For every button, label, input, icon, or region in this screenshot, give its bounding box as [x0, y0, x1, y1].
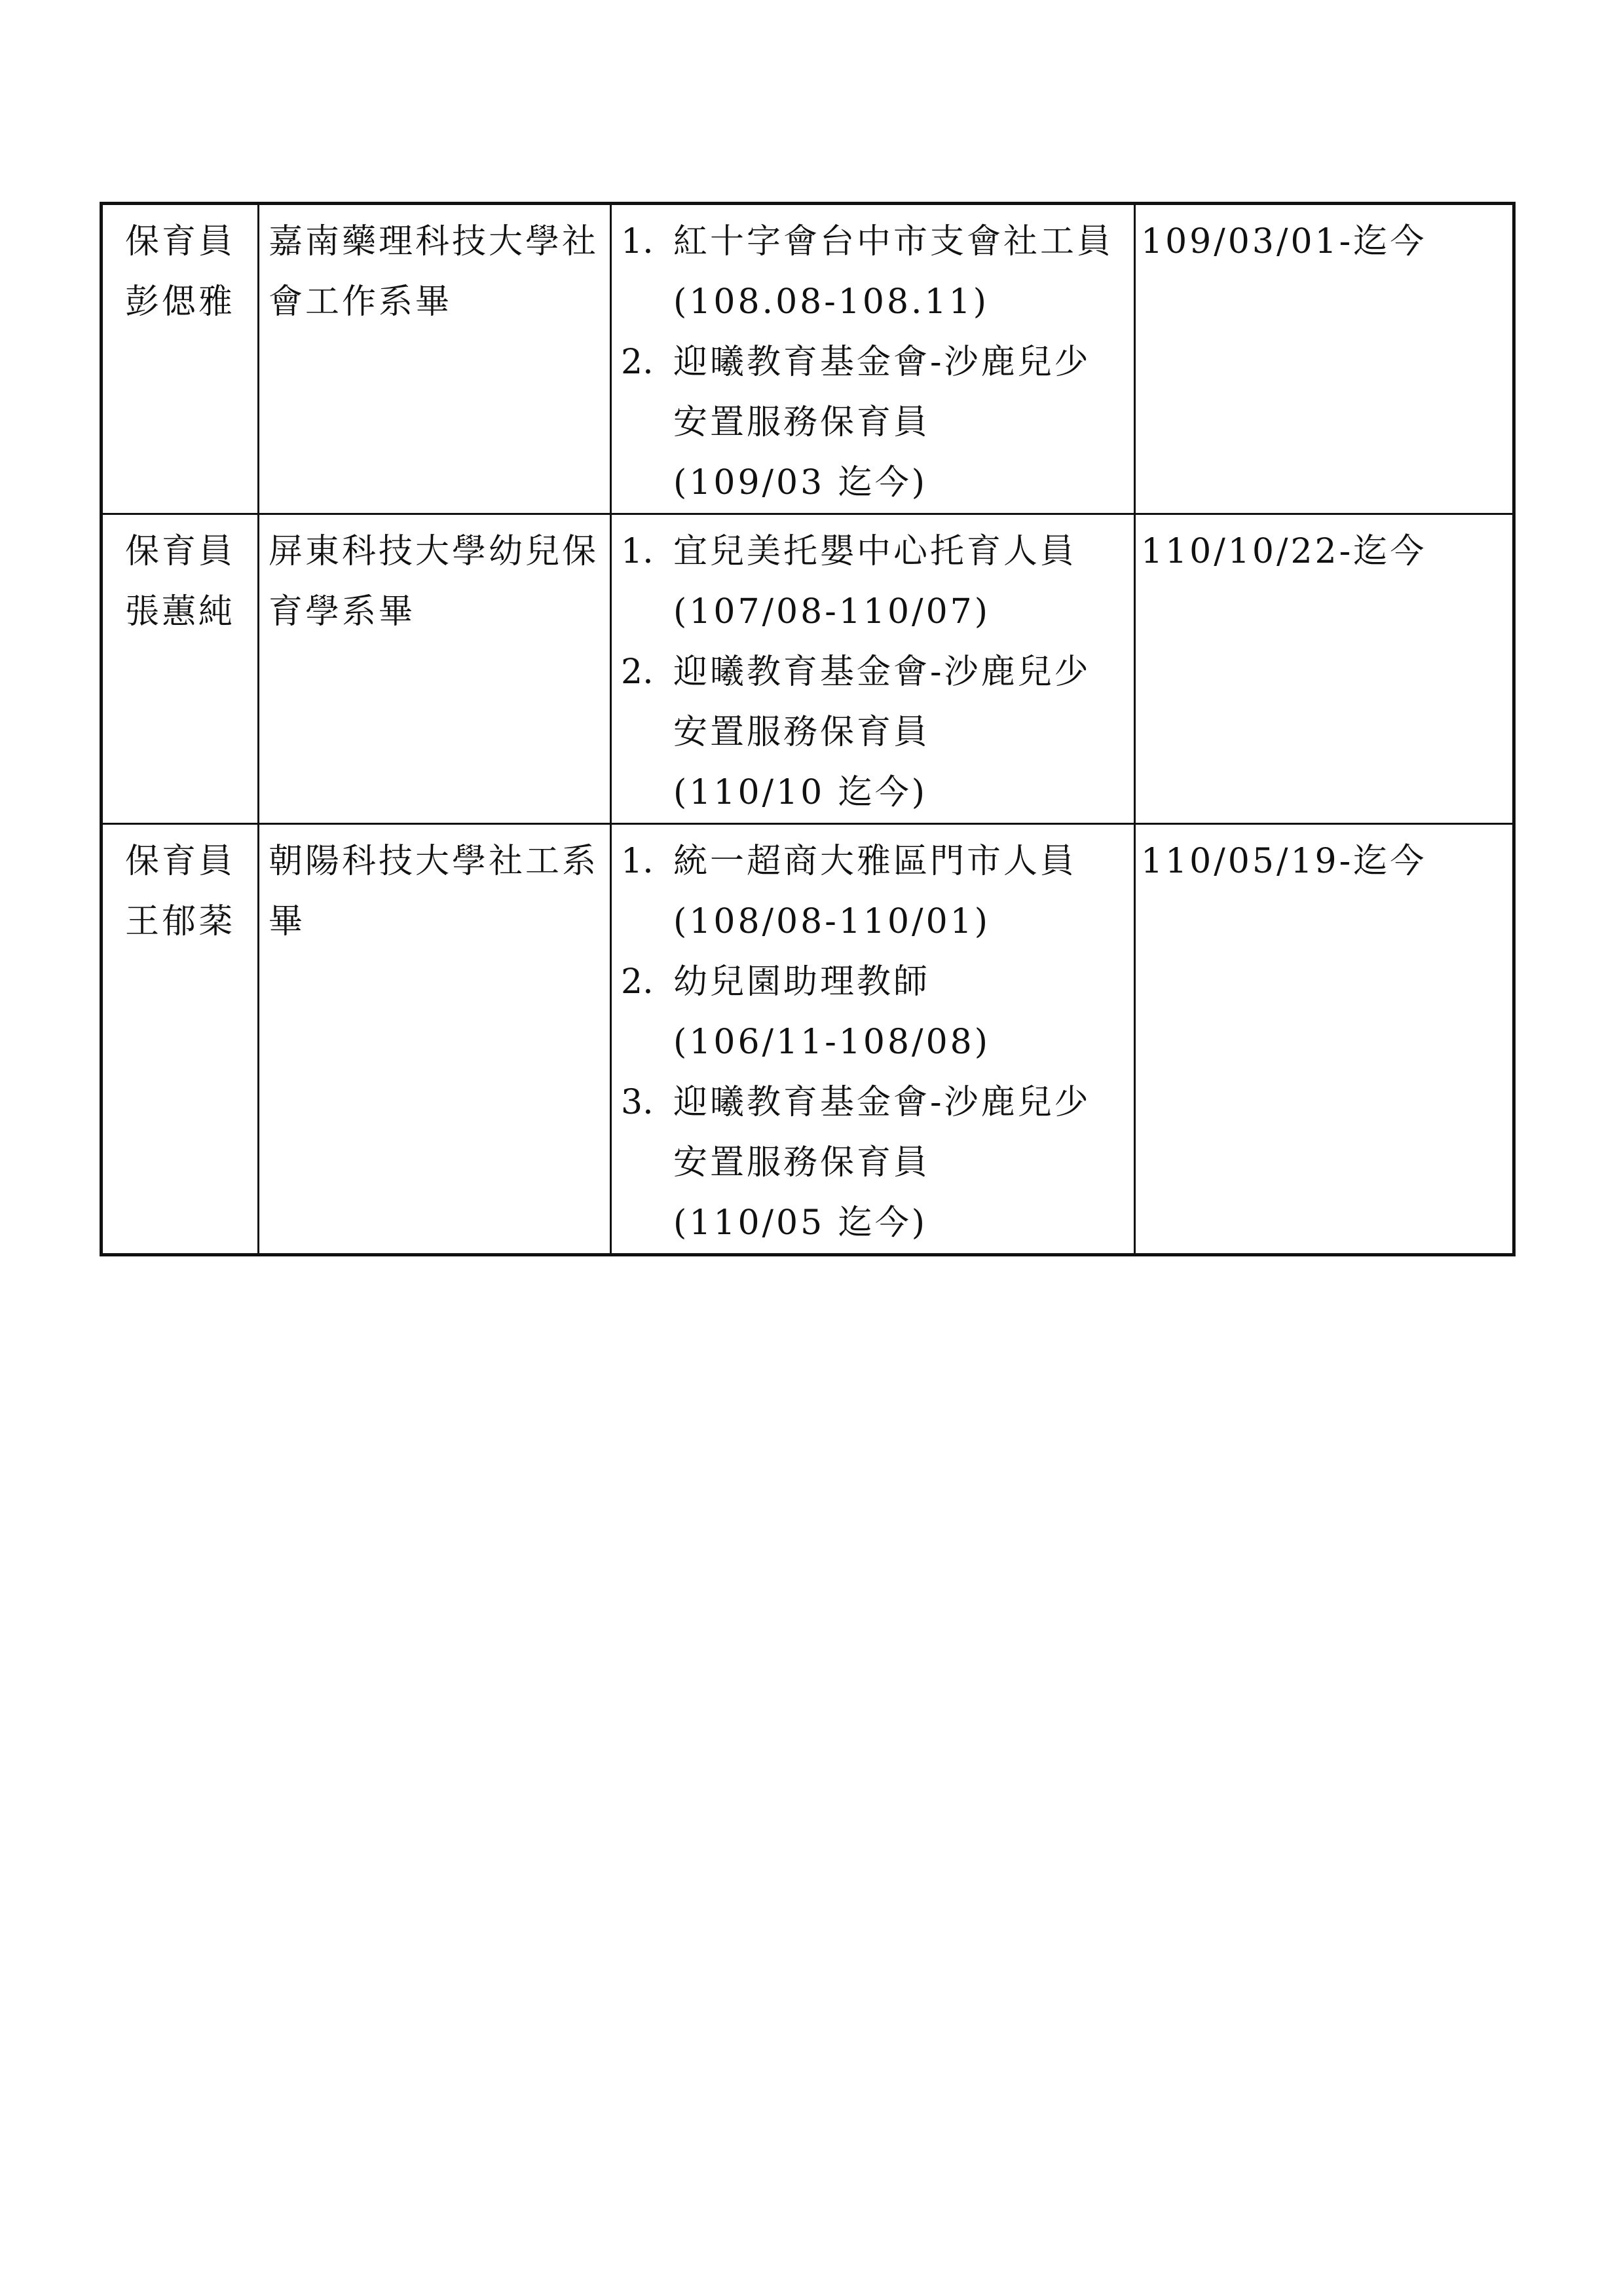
experience-item	[621, 1072, 1127, 1253]
staff-name: 彭偲雅	[124, 282, 235, 322]
staff-table	[100, 202, 1516, 1256]
experience-period: (109/03 迄今)	[673, 463, 928, 502]
experience-text: 宜兒美托嬰中心托育人員	[673, 532, 1077, 571]
experience-number: 2.	[621, 652, 654, 692]
start-date: 109/03/01-迄今	[1141, 222, 1427, 261]
staff-name-cell	[102, 204, 259, 514]
experience-text: 幼兒園助理教師	[673, 962, 931, 1002]
staff-name-cell	[102, 824, 259, 1255]
staff-name: 張蕙純	[124, 592, 235, 631]
experience-cell	[611, 514, 1135, 824]
experience-number: 1.	[621, 532, 654, 571]
experience-list	[621, 521, 1127, 823]
education-text: 朝陽科技大學社工系畢	[269, 842, 599, 941]
experience-number: 1.	[621, 842, 654, 881]
experience-item	[621, 642, 1127, 823]
education-text: 屏東科技大學幼兒保育學系畢	[269, 532, 599, 631]
experience-item	[621, 521, 1127, 642]
start-date: 110/10/22-迄今	[1141, 532, 1427, 571]
start-date: 110/05/19-迄今	[1141, 842, 1427, 881]
experience-item	[621, 952, 1127, 1072]
experience-period: (110/05 迄今)	[673, 1203, 928, 1243]
experience-number: 2.	[621, 343, 654, 382]
experience-text: 迎曦教育基金會-沙鹿兒少安置服務保育員	[673, 652, 1091, 752]
staff-name: 王郁棻	[124, 902, 235, 941]
experience-item	[621, 831, 1127, 952]
experience-number: 1.	[621, 222, 654, 261]
start-date-cell	[1135, 514, 1514, 824]
education-text: 嘉南藥理科技大學社會工作系畢	[269, 222, 599, 322]
start-date-cell	[1135, 204, 1514, 514]
experience-text: 紅十字會台中市支會社工員	[673, 222, 1114, 261]
experience-number: 3.	[621, 1083, 654, 1122]
experience-period: (108/08-110/01)	[673, 902, 991, 941]
experience-text: 迎曦教育基金會-沙鹿兒少安置服務保育員	[673, 1083, 1091, 1182]
experience-item	[621, 212, 1127, 332]
experience-text: 迎曦教育基金會-沙鹿兒少安置服務保育員	[673, 343, 1091, 442]
staff-title: 保育員	[124, 222, 235, 261]
staff-name-cell	[102, 514, 259, 824]
staff-title: 保育員	[124, 842, 235, 881]
start-date-cell	[1135, 824, 1514, 1255]
experience-period: (108.08-108.11)	[673, 282, 990, 322]
experience-period: (106/11-108/08)	[673, 1023, 991, 1062]
table-row	[102, 824, 1514, 1255]
experience-cell	[611, 824, 1135, 1255]
experience-text: 統一超商大雅區門市人員	[673, 842, 1077, 881]
staff-title: 保育員	[124, 532, 235, 571]
experience-item	[621, 332, 1127, 513]
education-cell	[259, 514, 611, 824]
table-row	[102, 204, 1514, 514]
education-cell	[259, 824, 611, 1255]
experience-number: 2.	[621, 962, 654, 1002]
experience-period: (110/10 迄今)	[673, 773, 928, 812]
experience-list	[621, 212, 1127, 513]
education-cell	[259, 204, 611, 514]
experience-cell	[611, 204, 1135, 514]
experience-period: (107/08-110/07)	[673, 592, 991, 631]
table-row	[102, 514, 1514, 824]
experience-list	[621, 831, 1127, 1253]
